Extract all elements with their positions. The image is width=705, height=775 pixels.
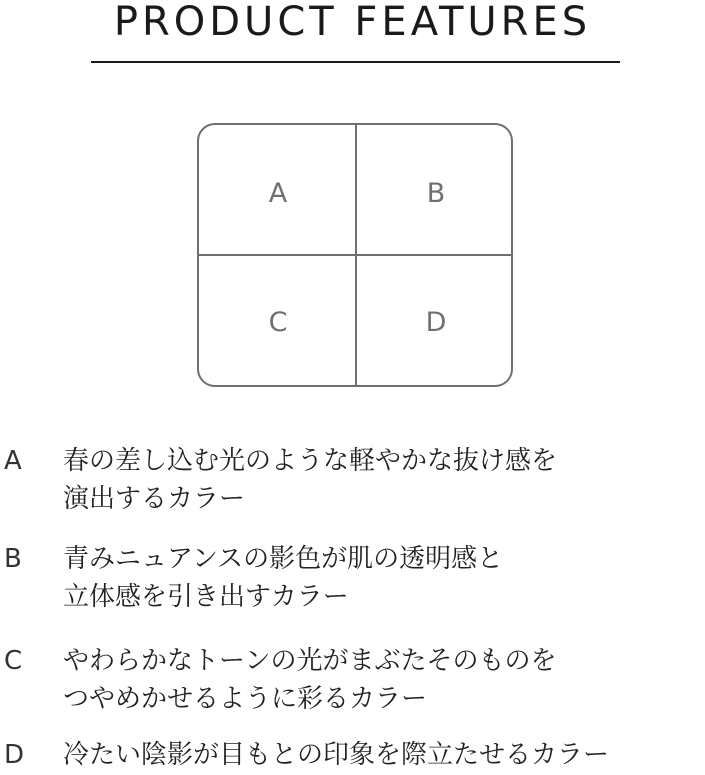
palette-diagram [197,123,513,387]
page-title: PRODUCT FEATURES [113,0,592,45]
feature-letter: B [4,544,22,574]
feature-description-line: 立体感を引き出すカラー [63,582,349,612]
feature-letter: D [4,740,25,770]
feature-description-line: 青みニュアンスの影色が肌の透明感と [63,544,504,574]
title-divider [91,61,620,63]
palette-horizontal-divider [199,254,511,256]
feature-description-line: 演出するカラー [63,484,246,514]
palette-cell-a-label: A [268,178,288,209]
feature-description-line: 春の差し込む光のような軽やかな抜け感を [63,446,558,476]
feature-letter: C [4,646,23,676]
palette-cell-b-label: B [426,178,446,209]
feature-description-line: つやめかせるように彩るカラー [63,684,428,714]
palette-cell-d-label: D [425,307,447,338]
feature-description-line: やわらかなトーンの光がまぶたそのものを [63,646,557,676]
feature-letter: A [4,446,22,476]
palette-cell-c-label: C [268,307,288,338]
feature-description-line: 冷たい陰影が目もとの印象を際立たせるカラー [63,740,610,770]
